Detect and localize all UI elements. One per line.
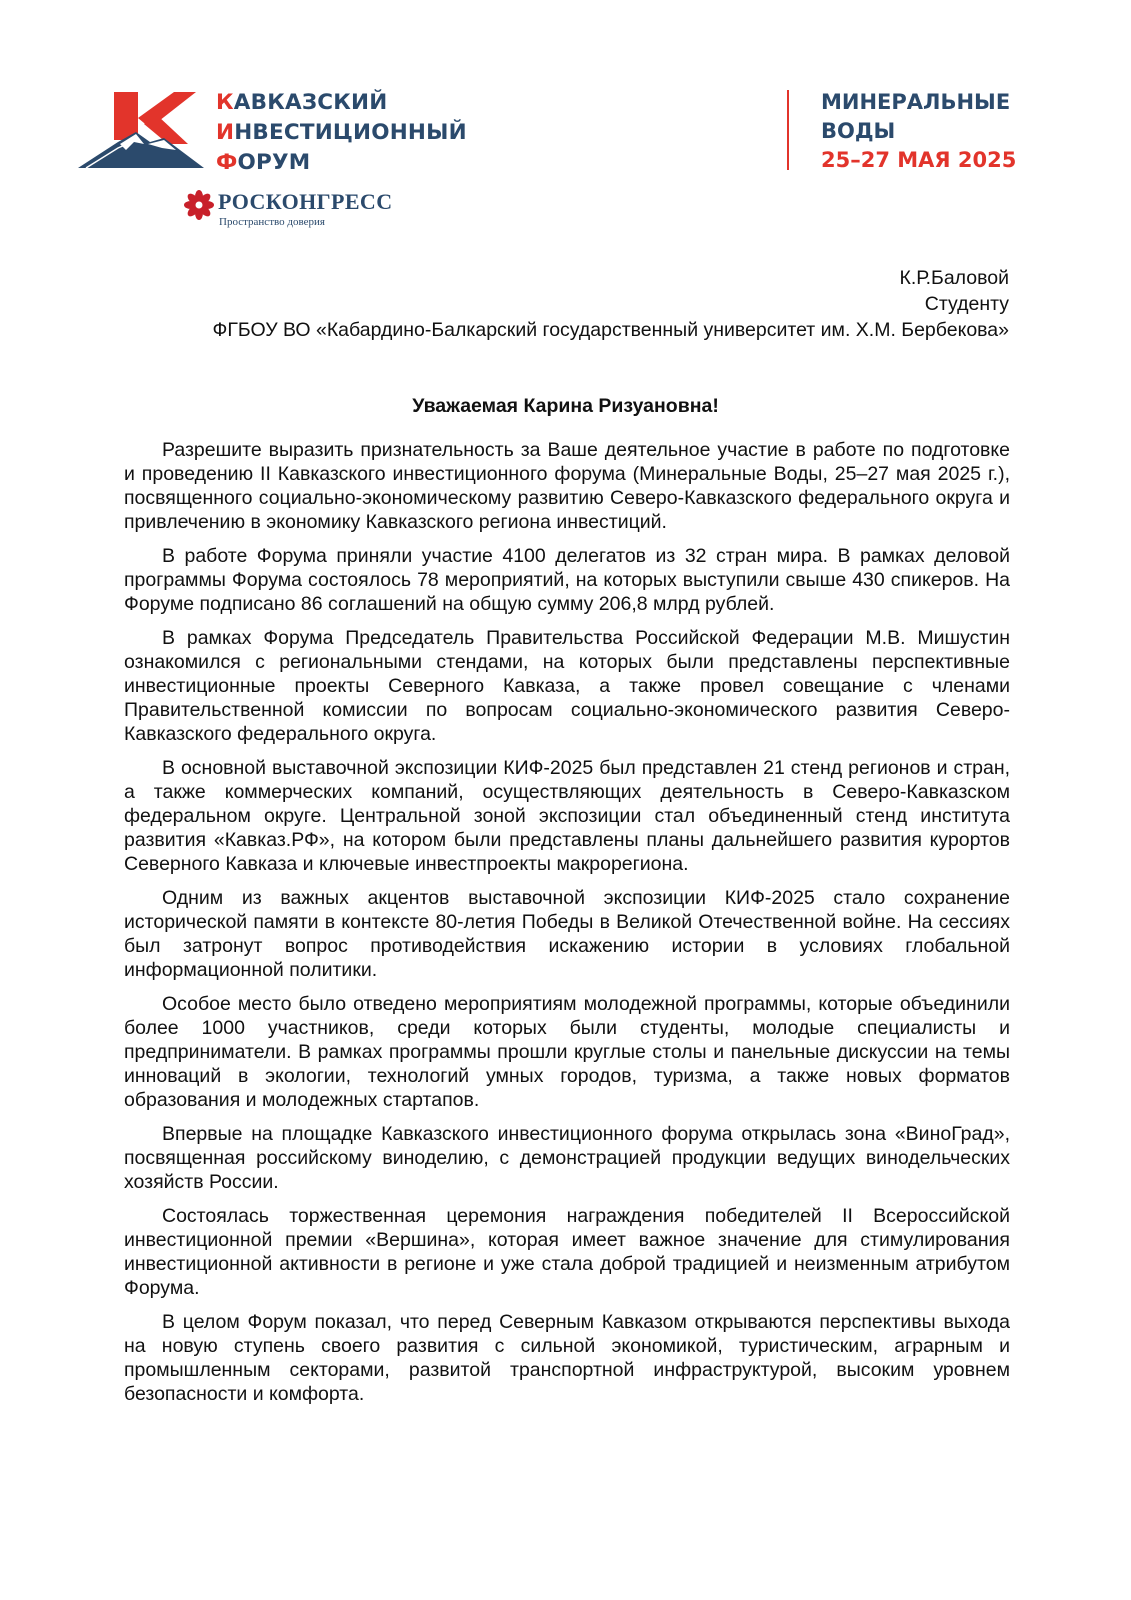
body-paragraph: В целом Форум показал, что перед Северным Кавказом открываются перспективы выхода на новую ступень своего развития с сильной экономикой, туристическим, аграрным и промышленным секторами, развитой транспортной инфраструктурой, высоким уровнем безопасности и комфорта. xyxy=(124,1311,1010,1405)
forum-title-line-1: КАВКАЗСКИЙ xyxy=(216,90,388,115)
letter-body xyxy=(124,438,1010,1416)
body-paragraph: Разрешите выразить признательность за Ваше деятельное участие в работе по подготовке и проведению II Кавказского инвестиционного форума (Минеральные Воды, 25–27 мая 2025 г.), посвященного социально-экономическому развитию Северо-Кавказского федерального округа и привлечению в экономику Кавказского региона инвестиций. xyxy=(124,439,1010,533)
addressee-block xyxy=(213,265,1009,343)
forum-title xyxy=(216,88,467,178)
salutation: Уважаемая Карина Ризуановна! xyxy=(412,395,719,417)
forum-title-line-2: ИНВЕСТИЦИОННЫЙ xyxy=(216,120,467,145)
forum-dates: 25–27 МАЯ 2025 xyxy=(821,148,1017,172)
addressee-organization: ФГБОУ ВО «Кабардино-Балкарский государственный университет им. Х.М. Бербекова» xyxy=(212,319,1009,341)
venue-line-2: ВОДЫ xyxy=(821,119,896,143)
organizer-tagline: Пространство доверия xyxy=(219,216,325,228)
venue-line-1: МИНЕРАЛЬНЫЕ xyxy=(821,90,1011,114)
body-paragraph: Одним из важных акцентов выставочной экспозиции КИФ-2025 стало сохранение исторической памяти в контексте 80-летия Победы в Великой Отечественной войне. На сессиях был затронут вопрос противодействия искажению истории в условиях глобальной информационной политики. xyxy=(124,887,1010,981)
header-divider xyxy=(787,90,789,170)
body-paragraph: В основной выставочной экспозиции КИФ-2025 был представлен 21 стенд регионов и стран, а также коммерческих компаний, осуществляющих деятельность в Северо-Кавказском федеральном округе. Центральной зоной экспозиции стал объединенный стенд института развития «Кавказ.РФ», на котором были представлены планы дальнейшего развития курортов Северного Кавказа и ключевые инвестпроекты макрорегиона. xyxy=(124,757,1010,875)
body-paragraph: В работе Форума приняли участие 4100 делегатов из 32 стран мира. В рамках деловой программы Форума состоялось 78 мероприятий, на которых выступили свыше 430 спикеров. На Форуме подписано 86 соглашений на общую сумму 206,8 млрд рублей. xyxy=(124,545,1010,615)
addressee-name: К.Р.Баловой xyxy=(899,267,1009,289)
addressee-position: Студенту xyxy=(924,293,1009,315)
forum-title-line-3: ФОРУМ xyxy=(216,150,311,175)
body-paragraph: Впервые на площадке Кавказского инвестиционного форума открылась зона «ВиноГрад», посвященная российскому виноделию, с демонстрацией продукции ведущих винодельческих хозяйств России. xyxy=(124,1123,1010,1193)
roscongress-flower-icon xyxy=(184,190,214,220)
body-paragraph: Состоялась торжественная церемония награждения победителей II Всероссийской инвестиционной премии «Вершина», которая имеет важное значение для стимулирования инвестиционной активности в регионе и уже стала доброй традицией и неизменным атрибутом Форума. xyxy=(124,1205,1010,1299)
forum-k-mountain-emblem-icon xyxy=(78,88,204,170)
body-paragraph: Особое место было отведено мероприятиям молодежной программы, которые объединили более 1000 участников, среди которых были студенты, молодые специалисты и предприниматели. В рамках программы прошли круглые столы и панельные дискуссии на темы инноваций в экологии, технологий умных городов, туризма, а также новых форматов образования и молодежных стартапов. xyxy=(124,993,1010,1111)
forum-title-line-1-rest: АВКАЗСКИЙ xyxy=(233,90,388,115)
venue-block xyxy=(821,88,1016,175)
body-paragraph: В рамках Форума Председатель Правительства Российской Федерации М.В. Мишустин ознакомился с региональными стендами, на которых были представлены перспективные инвестиционные проекты Северного Кавказа, а также провел совещание с членами Правительственной комиссии по вопросам социально-экономического развития Северо-Кавказского федерального округа. xyxy=(124,627,1010,745)
organizer-name: РОСКОНГРЕСС xyxy=(218,189,393,214)
